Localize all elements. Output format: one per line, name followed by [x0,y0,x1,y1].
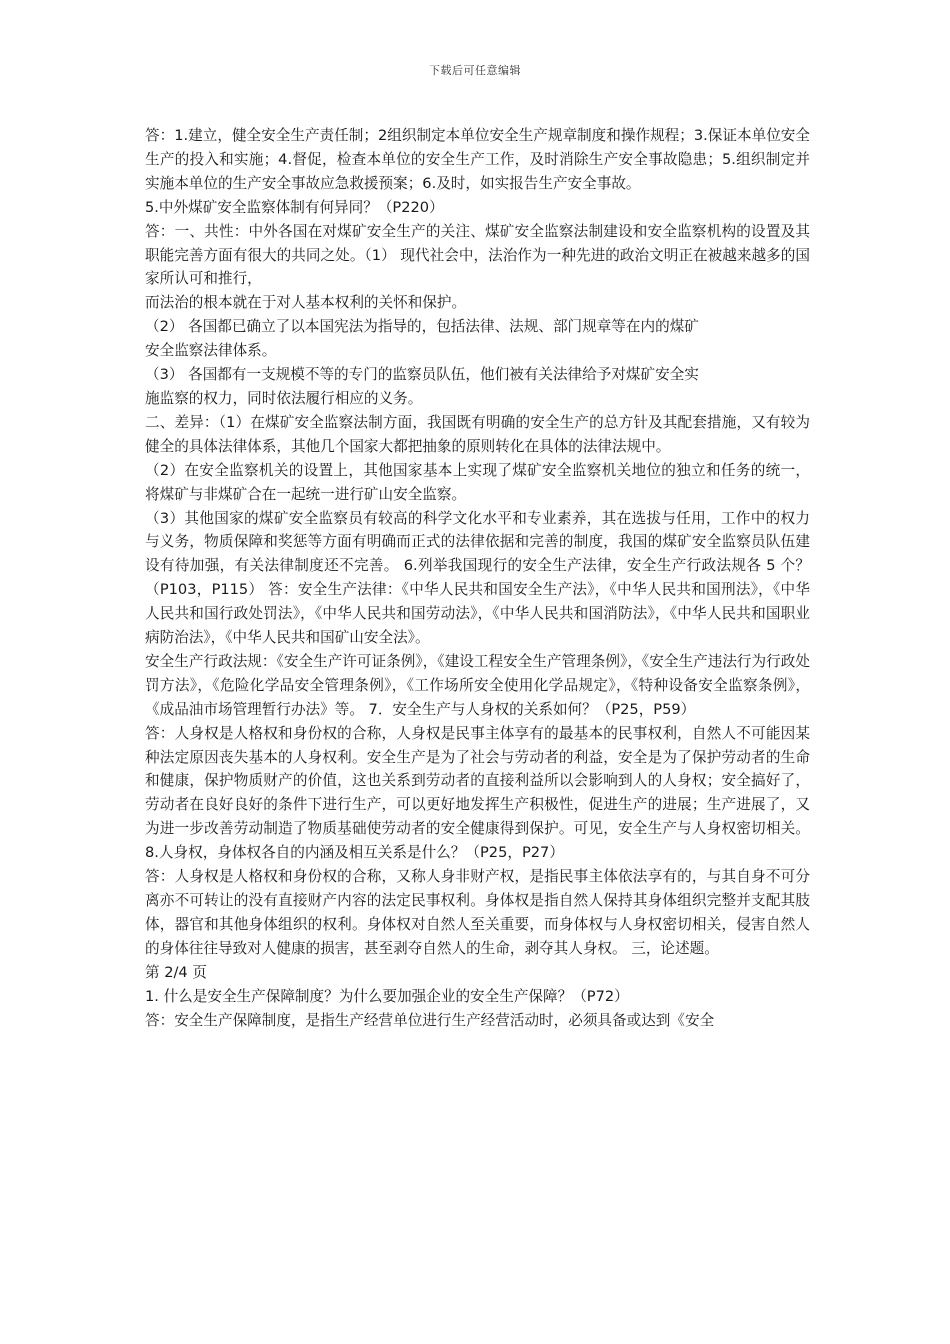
answer-paragraph: 答：1.建立，健全安全生产责任制；2组织制定本单位安全生产规章制度和操作规程；3.保证本单位安全生产的投入和实施；4.督促，检查本单位的安全生产工作，及时消除生产安全事故隐患；5.组织制定并实施本单位的生产安全事故应急救援预案；6.及时，如实报告生产安全事故。 [145,127,810,192]
answer-paragraph: 而法治的根本就在于对人基本权利的关怀和保护。 [145,294,467,312]
answer-paragraph: （2）在安全监察机关的设置上，其他国家基本上实现了煤矿安全监察机关地位的独立和任务的统一，将煤矿与非煤矿合在一起统一进行矿山安全监察。 [145,461,810,503]
document-body [145,124,810,1032]
page-header-note: 下载后可任意编辑 [429,64,521,77]
answer-paragraph: （3） 各国都有一支规模不等的专门的监察员队伍，他们被有关法律给予对煤矿安全实 [145,366,699,384]
answer-paragraph: 答：人身权是人格权和身份权的合称，人身权是民事主体享有的最基本的民事权利，自然人不可能因某种法定原因丧失基本的人身权利。安全生产是为了社会与劳动者的利益，安全是为了保护劳动者的生命和健康，保护物质财产的价值，这也关系到劳动者的直接利益所以会影响到人的人身权；安全搞好了，劳动者在良好良好的条件下进行生产，可以更好地发挥生产积极性，促进生产的进展；生产进展了，又为进一步改善劳动制造了物质基础使劳动者的安全健康得到保护。可见，安全生产与人身权密切相关。 8.人身权，身体权各自的内涵及相互关系是什么？（P25，P27） [145,724,810,862]
answer-paragraph: 安全监察法律体系。 [145,342,277,360]
answer-paragraph: （2） 各国都已确立了以本国宪法为指导的，包括法律、法规、部门规章等在内的煤矿 [145,318,699,336]
answer-paragraph: 答：安全生产保障制度，是指生产经营单位进行生产经营活动时，必须具备或达到《安全 [145,1011,715,1029]
answer-paragraph: 安全生产行政法规：《安全生产许可证条例》，《建设工程安全生产管理条例》，《安全生产违法行为行政处罚方法》，《危险化学品安全管理条例》，《工作场所安全使用化学品规定》，《特种设备安全监察条例》，《成品油市场管理暂行办法》等。 7．安全生产与人身权的关系如何？（P25，P59） [145,652,810,718]
answer-paragraph: 二、差异：（1）在煤矿安全监察法制方面，我国既有明确的安全生产的总方针及其配套措施，又有较为健全的具体法律体系，其他几个国家大都把抽象的原则转化在具体的法律法规中。 [145,413,810,455]
question-heading: 5.中外煤矿安全监察体制有何异同？（P220） [145,198,444,216]
answer-paragraph: （3）其他国家的煤矿安全监察员有较高的科学文化水平和专业素养，其在选拔与任用，工作中的权力与义务，物质保障和奖惩等方面有明确而正式的法律依据和完善的制度，我国的煤矿安全监察员队伍建设有待加强，有关法律制度还不完善。 6.列举我国现行的安全生产法律，安全生产行政法规各 5 个？（P103，P115） 答：安全生产法律：《中华人民共和国安全生产法》，《中华人民共和国刑法》，《中华人民共和国行政处罚法》，《中华人民共和国劳动法》，《中华人民共和国消防法》，《中华人民共和国职业病防治法》，《中华人民共和国矿山安全法》。 [145,509,810,647]
answer-paragraph: 答：一、共性：中外各国在对煤矿安全生产的关注、煤矿安全监察法制建设和安全监察机构的设置及其职能完善方面有很大的共同之处。（1） 现代社会中，法治作为一种先进的政治文明正在被越来越多的国家所认可和推行， [145,222,810,288]
page-number: 第 2/4 页 [145,963,207,981]
answer-paragraph: 施监察的权力，同时依法履行相应的义务。 [145,389,423,407]
answer-paragraph: 答：人身权是人格权和身份权的合称，又称人身非财产权，是指民事主体依法享有的，与其自身不可分离亦不可转让的没有直接财产内容的法定民事权利。身体权是指自然人保持其身体组织完整并支配其肢体，器官和其他身体组织的权利。身体权对自然人至关重要，而身体权与人身权密切相关，侵害自然人的身体往往导致对人健康的损害，甚至剥夺自然人的生命，剥夺其人身权。 三，论述题。 [145,868,810,957]
question-heading: 1. 什么是安全生产保障制度？为什么要加强企业的安全生产保障？（P72） [145,987,629,1005]
